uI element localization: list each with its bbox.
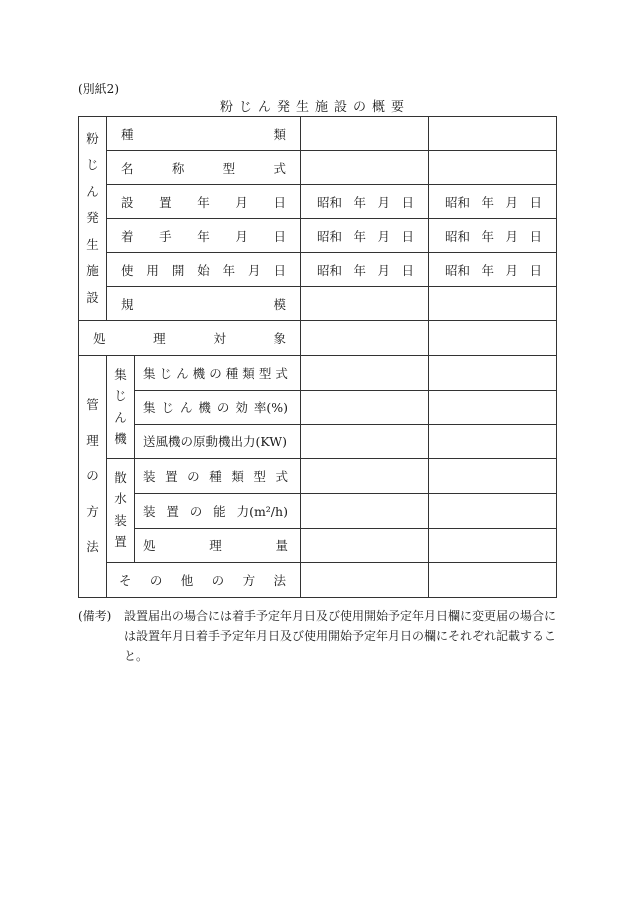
table-row [79,117,557,151]
value-cell[interactable] [429,528,557,562]
row-label-collector-efficiency: 集 じ ん 機 の 効 率(%) [135,390,301,424]
dust-collector-group-label: 集 じ ん 機 [107,356,135,458]
row-label-treatment-amount: 処 理 量 [135,528,301,562]
value-cell[interactable] [429,562,557,597]
table-row [79,321,557,356]
remarks-text: 設置届出の場合には着手予定年月日及び使用開始予定年月日欄に変更届の場合には設置年月日着手予定年月日及び使用開始予定年月日の欄にそれぞれ記載すること。 [124,609,557,663]
row-label-device-type: 装 置 の 種 類 型 式 [135,458,301,493]
date-cell[interactable]: 昭和 年 月 日 [429,219,557,253]
value-cell[interactable] [429,424,557,458]
value-cell[interactable] [301,424,429,458]
row-label-use-start-date: 使 用 開 始 年 月 日 [107,253,301,287]
table-row [79,562,557,597]
row-label-other-methods: そ の 他 の 方 法 [107,562,301,597]
management-group-label: 管 理 の 方 法 [79,356,107,598]
value-cell[interactable] [429,287,557,321]
table-row [79,253,557,287]
row-label-install-date: 設 置 年 月 日 [107,185,301,219]
row-label-collector-type: 集 じ ん 機 の 種 類 型 式 [135,356,301,390]
table-row [79,458,557,493]
value-cell[interactable] [301,390,429,424]
row-label-blower-output: 送風機の原動機出力(KW) [135,424,301,458]
row-label-name-model: 名 称 型 式 [107,151,301,185]
table-row [79,219,557,253]
row-label-scale: 規 模 [107,287,301,321]
page-title: 粉じん発生施設の概要 [219,100,410,115]
value-cell[interactable] [429,321,557,356]
value-cell[interactable] [301,321,429,356]
facility-summary-table [78,116,557,598]
row-label-start-date: 着 手 年 月 日 [107,219,301,253]
table-row [79,390,557,424]
row-label-type: 種 類 [107,117,301,151]
value-cell[interactable] [301,151,429,185]
row-label-treatment-target: 処 理 対 象 [79,321,301,356]
table-row [79,185,557,219]
table-row [79,356,557,390]
document-label: (別紙2) [78,82,119,96]
value-cell[interactable] [301,528,429,562]
value-cell[interactable] [429,493,557,528]
date-cell[interactable]: 昭和 年 月 日 [301,219,429,253]
value-cell[interactable] [301,493,429,528]
table-row [79,287,557,321]
value-cell[interactable] [301,356,429,390]
facility-group-label: 粉 じ ん 発 生 施 設 [79,117,107,321]
date-cell[interactable]: 昭和 年 月 日 [301,185,429,219]
value-cell[interactable] [301,117,429,151]
value-cell[interactable] [301,458,429,493]
value-cell[interactable] [429,390,557,424]
value-cell[interactable] [429,117,557,151]
row-label-device-capacity: 装 置 の 能 力(m²/h) [135,493,301,528]
date-cell[interactable]: 昭和 年 月 日 [301,253,429,287]
value-cell[interactable] [301,562,429,597]
table-row [79,528,557,562]
date-cell[interactable]: 昭和 年 月 日 [429,185,557,219]
table-row [79,424,557,458]
table-row [79,493,557,528]
value-cell[interactable] [429,356,557,390]
remarks-heading: (備考) [78,609,112,623]
value-cell[interactable] [429,151,557,185]
value-cell[interactable] [301,287,429,321]
value-cell[interactable] [429,458,557,493]
table-row [79,151,557,185]
water-sprinkler-group-label: 散 水 装 置 [107,458,135,562]
date-cell[interactable]: 昭和 年 月 日 [429,253,557,287]
